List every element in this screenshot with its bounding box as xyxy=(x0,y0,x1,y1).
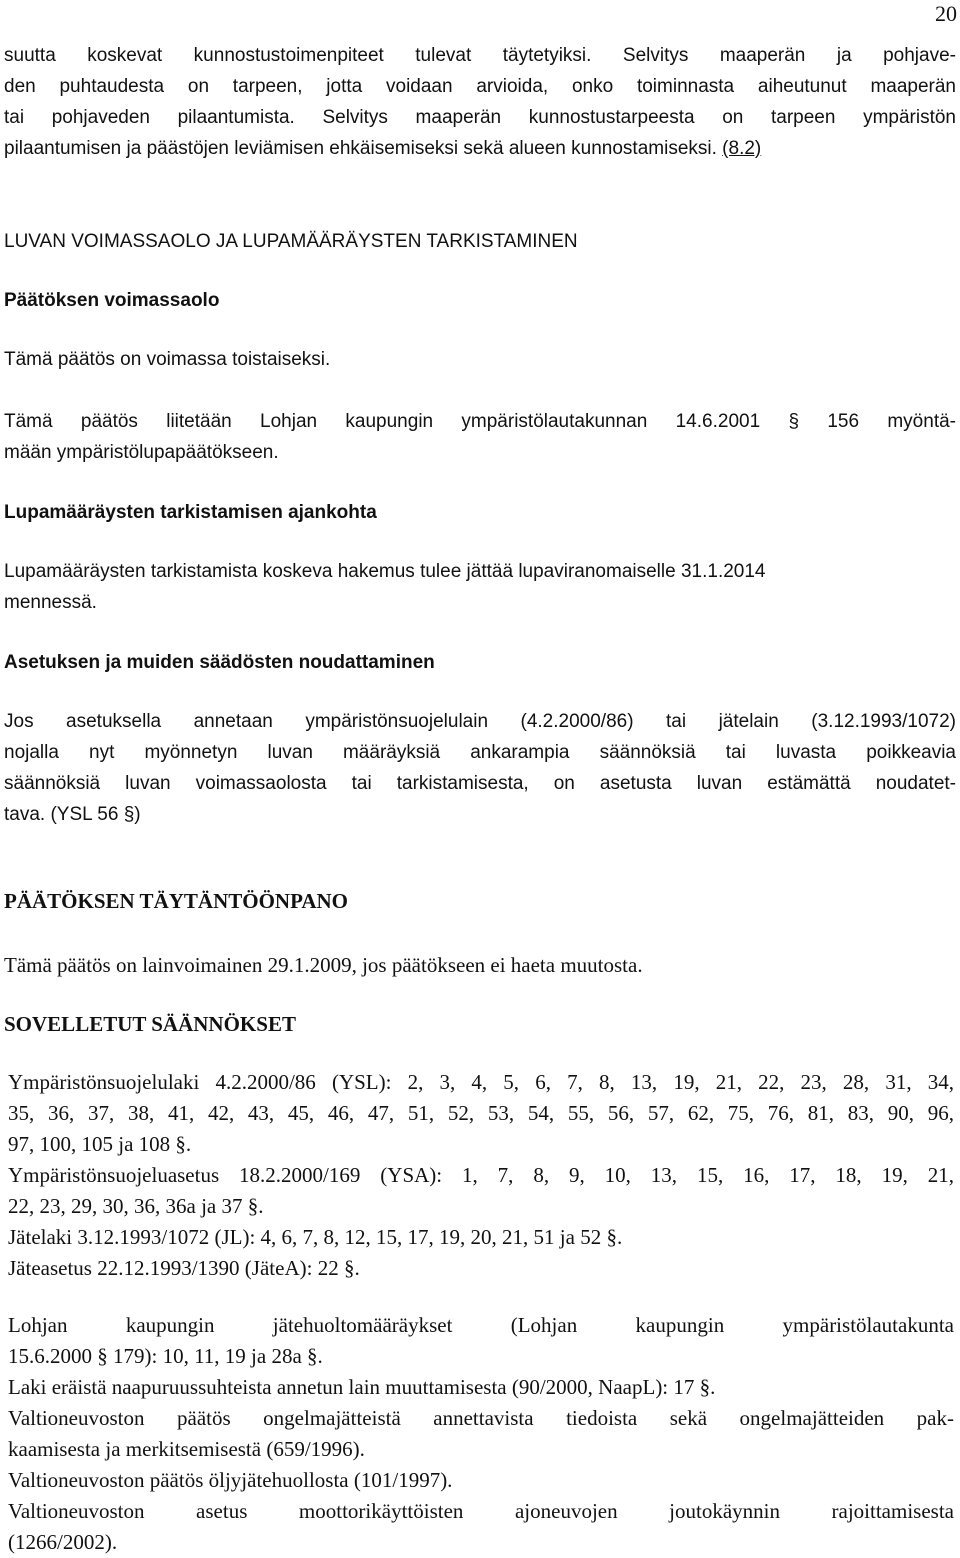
subheading-review-time: Lupamääräysten tarkistamisen ajankohta xyxy=(4,502,377,523)
paragraph-enforcement: Tämä päätös on lainvoimainen 29.1.2009, jos päätökseen ei haeta muutosta. xyxy=(4,953,643,977)
vnp1-line-1: Valtioneuvoston päätös ongelmajätteistä annettavista tiedoista sekä ongelmajätteiden pak- xyxy=(8,1406,954,1430)
paragraph-regulations-compliance xyxy=(4,706,956,830)
compliance-last-line: tava. (YSL 56 §) xyxy=(4,804,141,825)
vna-line-2: (1266/2002). xyxy=(8,1530,118,1554)
ysl-line: 35, 36, 37, 38, 41, 42, 43, 45, 46, 47, 51, 52, 53, 54, 55, 56, 57, 62, 75, 76, 81, 83, 90, 96, xyxy=(8,1101,954,1125)
vnp2-line: Valtioneuvoston päätös öljyjätehuollosta (101/1997). xyxy=(8,1468,453,1492)
review-line-2: mennessä. xyxy=(4,592,97,613)
vnp1-line-2: kaamisesta ja merkitsemisestä (659/1996). xyxy=(8,1437,365,1461)
section-heading-applied-provisions: SOVELLETUT SÄÄNNÖKSET xyxy=(4,1012,296,1036)
compliance-line: nojalla nyt myönnetyn luvan määräyksiä ankarampia säännöksiä tai luvasta poikkeavia xyxy=(4,742,956,763)
ysa-line-2: 22, 23, 29, 30, 36, 36a ja 37 §. xyxy=(8,1194,264,1218)
compliance-line: Jos asetuksella annetaan ympäristönsuojelulain (4.2.2000/86) tai jätelain (3.12.1993/1072) xyxy=(4,711,956,732)
intro-line: tai pohjaveden pilaantumista. Selvitys maaperän kunnostustarpeesta on tarpeen ympäristön xyxy=(4,107,956,128)
ysl-last-line: 97, 100, 105 ja 108 §. xyxy=(8,1132,192,1156)
page-number: 20 xyxy=(935,1,957,26)
intro-last-line xyxy=(4,133,956,164)
vna-line-1: Valtioneuvoston asetus moottorikäyttöisten ajoneuvojen joutokäynnin rajoittamisesta xyxy=(8,1499,954,1523)
attachment-line-2: mään ympäristölupapäätökseen. xyxy=(4,442,279,463)
lohja-line-1: Lohjan kaupungin jätehuoltomääräykset (Lohjan kaupungin ympäristölautakunta xyxy=(8,1313,954,1337)
section-heading-enforcement: PÄÄTÖKSEN TÄYTÄNTÖÖNPANO xyxy=(4,889,349,913)
intro-paragraph xyxy=(4,40,956,164)
applied-provisions-list xyxy=(8,1067,954,1284)
compliance-line: säännöksiä luvan voimassaolosta tai tarkistamisesta, on asetusta luvan estämättä noudatet- xyxy=(4,773,956,794)
reference-8-2: (8.2) xyxy=(722,138,762,159)
paragraph-attachment xyxy=(4,406,956,468)
naapl-line: Laki eräistä naapuruussuhteista annetun lain muuttamisesta (90/2000, NaapL): 17 §. xyxy=(8,1375,716,1399)
paragraph-validity: Tämä päätös on voimassa toistaiseksi. xyxy=(4,349,331,370)
lohja-line-2: 15.6.2000 § 179): 10, 11, 19 ja 28a §. xyxy=(8,1344,323,1368)
ysl-line: Ympäristönsuojelulaki 4.2.2000/86 (YSL): 2, 3, 4, 5, 6, 7, 8, 13, 19, 21, 22, 23, 28, 31, 34, xyxy=(8,1070,954,1094)
jatea-line: Jäteasetus 22.12.1993/1390 (JäteA): 22 §. xyxy=(8,1256,360,1280)
other-provisions-list xyxy=(8,1310,954,1558)
ysa-line-1: Ympäristönsuojeluasetus 18.2.2000/169 (YSA): 1, 7, 8, 9, 10, 13, 15, 16, 17, 18, 19, 21, xyxy=(8,1163,954,1187)
intro-line: den puhtaudesta on tarpeen, jotta voidaan arvioida, onko toiminnasta aiheutunut maaperän xyxy=(4,76,956,97)
jl-line: Jätelaki 3.12.1993/1072 (JL): 4, 6, 7, 8, 12, 15, 17, 19, 20, 21, 51 ja 52 §. xyxy=(8,1225,623,1249)
subheading-decision-validity: Päätöksen voimassaolo xyxy=(4,290,220,311)
paragraph-review-time xyxy=(4,556,956,618)
section-heading-validity: LUVAN VOIMASSAOLO JA LUPAMÄÄRÄYSTEN TARKISTAMINEN xyxy=(4,231,578,252)
intro-line: suutta koskevat kunnostustoimenpiteet tulevat täytetyiksi. Selvitys maaperän ja pohjave- xyxy=(4,45,956,66)
intro-last-text: pilaantumisen ja päästöjen leviämisen ehkäisemiseksi sekä alueen kunnostamiseksi. xyxy=(4,138,723,159)
review-line-1: Lupamääräysten tarkistamista koskeva hakemus tulee jättää lupaviranomaiselle 31.1.2014 xyxy=(4,561,766,582)
attachment-line-1: Tämä päätös liitetään Lohjan kaupungin ympäristölautakunnan 14.6.2001 § 156 myöntä- xyxy=(4,411,956,432)
subheading-regulations-compliance: Asetuksen ja muiden säädösten noudattaminen xyxy=(4,652,435,673)
